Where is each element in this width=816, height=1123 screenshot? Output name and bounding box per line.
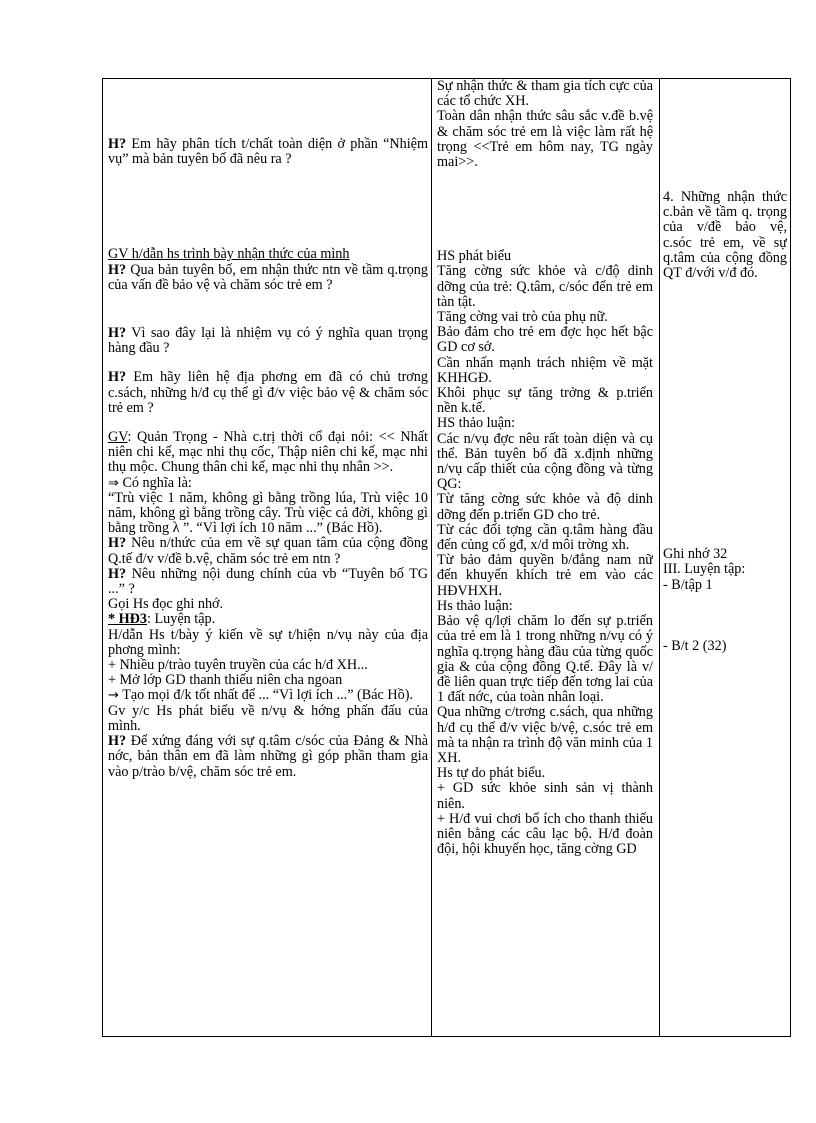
- section-4-heading: 4. Những nhận thức c.bản về tầm q. trọng của v/đề bảo vệ, c.sóc trẻ em, về sự q.tâm của cộng đồng QT đ/với v/đ đó.: [663, 189, 787, 282]
- student-line: Hs tự do phát biểu.: [437, 765, 546, 782]
- question-tam-quan-trong: H? Qua bản tuyên bố, em nhận thức ntn về tầm q.trọng của vấn đề bảo vệ và chăm sóc trẻ em ?: [108, 261, 428, 293]
- student-line: Cần nhấn mạnh trách nhiệm về mặt KHHGĐ.: [437, 354, 653, 386]
- student-line: Tăng cờng vai trò của phụ nữ.: [437, 309, 608, 326]
- quote-translation: “Trù việc 1 năm, không gì bằng trồng lúa, Trù việc 10 năm, không gì bằng trồng cây. Trù việc cả đời, không gì bằng trồng λ ”. “Vì lợi ích 10 năm ...” (Bác Hồ).: [108, 489, 428, 537]
- question-mark-label: H?: [108, 136, 127, 152]
- practice-heading: III. Luyện tập:: [663, 561, 746, 578]
- meaning-line: ⇒ Có nghĩa là:: [108, 474, 192, 491]
- read-summary: Gọi Hs đọc ghi nhớ.: [108, 596, 224, 613]
- column-divider-2: [659, 79, 660, 1036]
- teacher-activity-column: [108, 79, 428, 1036]
- student-activity-column: [437, 79, 653, 1036]
- guidance-local: H/dẫn Hs t/bày ý kiến về sự t/hiện n/vụ này của địa phơng mình:: [108, 626, 428, 658]
- bullet-campaigns: + Nhiều p/trào tuyên truyền của các h/đ XH...: [108, 657, 368, 674]
- student-line: Từ bảo đảm quyền b/đẳng nam nữ đến khuyến khích trẻ em vào các HĐVHXH.: [437, 552, 653, 599]
- student-line: Sự nhận thức & tham gia tích cực của các tổ chức XH.: [437, 79, 653, 110]
- lesson-table: [102, 78, 791, 1037]
- exercise-2: - B/t 2 (32): [663, 637, 727, 654]
- student-line: Bảo vệ q/lợi chăm lo đến sự p.triển của trẻ em là 1 trong những n/vụ có ý nghĩa q.trọng hàng đầu của từng quốc gia & của cộng đồng Q.tế. Đây là v/đề liên quan trực tiếp đến tơng lai của 1 đất nớc, của toàn nhân loại.: [437, 613, 653, 706]
- student-line: Hs thảo luận:: [437, 597, 513, 614]
- question-nhiem-vu: H? Em hãy phân tích t/chất toàn diện ở phần “Nhiệm vụ” mà bản tuyên bố đã nêu ra ?: [108, 136, 428, 168]
- question-xung-dang: H? Để xứng đáng với sự q.tâm c/sóc của Đảng & Nhà nớc, bản thân em đã làm những gì góp phần tham gia vào p/trào b/vệ, chăm sóc trẻ em.: [108, 733, 428, 780]
- summary-note: Ghi nhớ 32: [663, 546, 728, 563]
- student-line: Toàn dân nhận thức sâu sắc v.đề b.vệ & chăm sóc trẻ em là việc làm rất hệ trọng <<Trẻ em hôm nay, TG ngày mai>>.: [437, 108, 653, 171]
- arrow-conditions: → Tạo mọi đ/k tốt nhất để ... “Vì lợi ích ...” (Bác Hồ).: [108, 687, 413, 704]
- student-line: Tăng cờng sức khỏe và c/độ dinh dỡng của trẻ: Q.tâm, c/sóc đến trẻ em tàn tật.: [437, 263, 653, 310]
- bullet-classes: + Mở lớp GD thanh thiếu niên cha ngoan: [108, 672, 343, 689]
- gv-guidance: GV h/dẫn hs trình bày nhận thức của mình: [108, 246, 350, 263]
- content-column: [663, 79, 787, 1036]
- student-line: HS phát biểu: [437, 248, 512, 265]
- gv-quote: GV: Quản Trọng - Nhà c.trị thời cổ đại nói: << Nhất niên chi kế, mạc nhi thụ cốc, Thập niên chi kế, mạc nhi thụ mộc. Chung thân chi kế, mạc nhi thụ nhân >>.: [108, 429, 428, 476]
- student-line: + H/đ vui chơi bổ ích cho thanh thiếu niên bằng các câu lạc bộ. H/đ đoàn đội, hội khuyến học, tăng cờng GD: [437, 810, 653, 858]
- right-arrow-icon: →: [108, 688, 119, 704]
- question-noi-dung: H? Nêu những nội dung chính của vb “Tuyên bố TG ...” ?: [108, 565, 428, 598]
- gv-request: Gv y/c Hs phát biểu về n/vụ & hớng phấn đấu của mình.: [108, 702, 428, 734]
- student-line: Từ tăng cờng sức khỏe và độ dinh dỡng đến p.triển GD cho trẻ.: [437, 491, 653, 523]
- student-line: Khôi phục sự tăng trởng & p.triển nền k.tế.: [437, 385, 653, 417]
- student-line: Bảo đảm cho trẻ em đợc học hết bậc GD cơ sở.: [437, 324, 653, 356]
- double-arrow-icon: ⇒: [108, 475, 119, 491]
- student-line: Từ các đối tợng cần q.tâm hàng đầu đến củng cố gđ, x/d môi trờng xh.: [437, 521, 653, 554]
- exercise-1: - B/tập 1: [663, 576, 713, 593]
- student-line: Các n/vụ đợc nêu rất toàn diện và cụ thể. Bản tuyên bố đã x.định những n/vụ cấp thiết của cộng đồng và từng QG:: [437, 430, 653, 493]
- question-vi-sao: H? Vì sao đây lại là nhiệm vụ có ý nghĩa quan trọng hàng đầu ?: [108, 325, 428, 357]
- student-line: + GD sức khỏe sinh sản vị thành niên.: [437, 780, 653, 812]
- column-divider-1: [431, 79, 432, 1036]
- student-line: HS thảo luận:: [437, 415, 516, 432]
- activity-3-heading: * HĐ3: Luyện tập.: [108, 611, 216, 628]
- question-cong-dong: H? Nêu n/thức của em về sự quan tâm của cộng đồng Q.tế đ/v v/đề b.vệ, chăm sóc trẻ em ntn ?: [108, 535, 428, 567]
- student-line: Qua những c/trơng c.sách, qua những h/đ cụ thể đ/v việc b/vệ, c.sóc trẻ em mà ta nhận ra trình độ văn minh của 1 XH.: [437, 704, 653, 766]
- question-lien-he: H? Em hãy liên hệ địa phơng em đã có chủ trơng c.sách, những h/đ cụ thể gì đ/v việc bảo vệ & chăm sóc trẻ em ?: [108, 369, 428, 416]
